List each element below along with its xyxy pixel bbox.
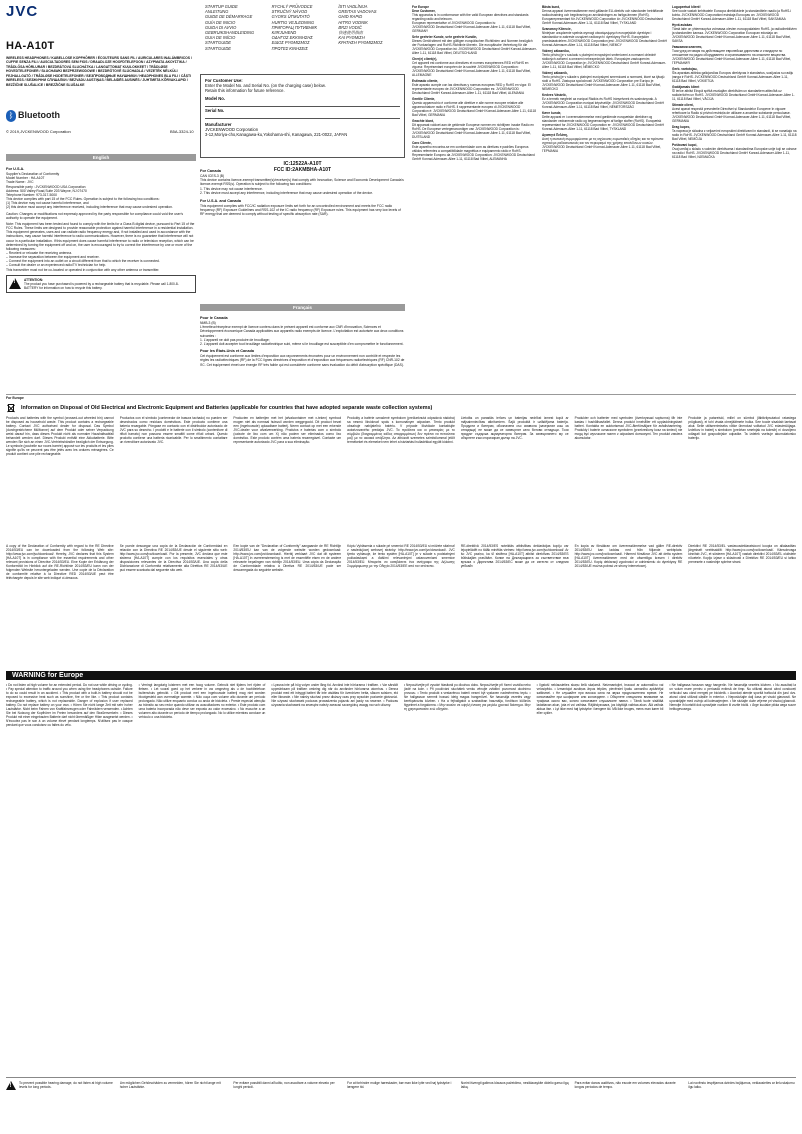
europe-paragraph-heading: Hyvä asiakas — [672, 23, 693, 27]
canada-text: This device contains licence-exempt transmitter(s)/receiver(s) that comply with Innovation, Science and Economic Development Canada's licence-exempt RSS(s). Operation is subject to the following two conditions: — [200, 178, 404, 187]
europe-paragraph — [412, 97, 537, 117]
francais-band: Français — [200, 304, 405, 311]
manufacturer-label: Manufacturer — [205, 122, 232, 128]
model-number-field[interactable] — [205, 101, 400, 107]
usa-item: Address: 500 Valley Road,Suite 203 Wayne, NJ 07470 — [6, 188, 87, 193]
europe-paragraph — [542, 27, 667, 47]
disposal-column: Produkter och batterier med symbolen (överkryssad soptunna) får inte kastas i hushållsavfallet. Denna produkt innehåller ett uppladdningsbart batteri. Kontakta en auktoriserad JVC-återförsäljare för avfallshantering. Produkty i baterie oznaczone symbolem (przekreślony kosz na śmieci) nie mogą być wyrzucane razem z odpadami domowymi. Ten produkt zawiera akumulator. — [574, 416, 683, 441]
attention-title: ATTENTION: — [24, 277, 44, 282]
disposal-column: Lietotās un parastās ierīces un baterijas nedrīkst izmest kopā ar mājsaimniecības atkritumiem. Šajā produktā ir uzlādējama baterija. Продукти и батерии, обозначени със символа (зачеркнат кош за отпадъци) не може да се изхвърлят като битови отпадъци. Този продукт съдържа акумулаторна батерия. За изхвърлянето му се обърнете към оторизиран дилър на JVC. — [460, 416, 569, 441]
europe-paragraph-heading: Gerb. vartotojau, — [672, 67, 698, 71]
europe-paragraph-heading: Geachte klant, — [412, 119, 434, 123]
warning-header: WARNING for Europe — [6, 671, 796, 680]
copyright: © 2019,JVCKENWOOD Corporation — [6, 129, 71, 134]
europe-paragraph-heading: Gentile Cliente, — [412, 97, 436, 101]
europe-rep: European representative of JVCKENWOOD Corporation is: — [412, 21, 496, 25]
europe-paragraph-heading: Αγαπητέ Πελάτη, — [542, 133, 568, 137]
europe-paragraph-heading: Уважаеми клиенти, — [672, 45, 703, 49]
language-guide-label: GHID RAPID — [338, 14, 363, 20]
customer-use-box — [200, 74, 405, 158]
europe-paragraph — [672, 23, 797, 43]
doc-columns — [6, 544, 796, 668]
usa-measures — [6, 251, 196, 268]
product-type-headings: WIRELESS HEADPHONES / KABELLOSE KOPFHÖRER / ÉCOUTEURS SANS FIL / AURICULARES INALÁMBRICOS / CUFFIE SENZA FILI / AUSCULTADORES SEM FIOS / DRAADLOZE HOOFDTELEFOON / ΑΣΥΡΜΑΤΑ ΑΚΟΥΣΤΙΚΑ / TRÅDLÖSA HÖRLURAR / BEZDRÁTOVÁ SLUCHÁTKA / LANGATTOMAT KUULOKKEET / TRÅDLØSE HOVEDTELEFONER / SŁUCHAWKI BEZPRZEWODOWE / BEZDRÔTOVÉ SLÚCHADLÁ / VEZETÉK NÉLKÜLI FEJHALLGATÓ / ТRÅDLØSE HODETELEFONER / БЕЗПРОВОДНЫЕ НАУШНИКИ / HEADPHONES BLA FILI / CĂȘTI WIRELESS / БЕЗЖИЧНИ СЛУШАЛКИ / BEZVADU AUSTIŅAS / BELAIDĖS AUSINĖS / JUHTMETA KÕRVAKLAPID / BEZŽIČNE SLUŠALICE / BREZŽIČNE SLUŠALKE — [6, 56, 192, 87]
language-guide-label: RYCHLÝ PRŮVODCE — [271, 4, 313, 9]
disposal-column: Productos con el símbolo (contenedor de basura tachado) no pueden ser desechados como residuos domésticos. Este producto contiene una batería recargable. Póngase en contacto con el distribuidor autorizado de JVC para su desecho. I prodotti e le batterie con il simbolo (contenitore di rifiuti barrato) non possono essere smaltiti come rifiuti urbani. Questo prodotto contiene una batteria ricaricabile. Per lo smaltimento contattare un rivenditore autorizzato JVC. — [119, 416, 228, 445]
disposal-column: Produkte ja patareisid, millel on sümbol (läbikriipsutatud ratastega prügikast), ei tohi visata olmejäätmete hulka. See toode sisaldab laetavat akut. Selle utiliseerimiseks võtke ühendust volitatud JVC edasimüüjaga. Izdelkov in baterij s simbolom (prečrtan smetnjak na kolesih) ni dovoljeno odlagati kot gospodinjske odpadke. Ta izdelek vsebuje akumulatorsko baterijo. — [688, 416, 796, 441]
language-guide-label: ΟΔΗΓΟΣ ΕΚΚΙΝΗΣΗΣ — [271, 35, 313, 41]
fcc-id: FCC ID:2AKMBHA-A10T — [273, 167, 332, 173]
europe-paragraph — [412, 119, 537, 139]
footer-cell — [575, 1081, 683, 1127]
usa-item: (1) This device may not cause harmful interference, and — [6, 201, 89, 206]
language-guide-label: ΚΑΙ ΡΥΘΜΙΣΗ — [338, 35, 365, 41]
ic-code: IC:12522A-A10T — [283, 161, 322, 167]
europe-paragraph-text: Dit apparaat voldoet aan de geldende Europese normen en richtlijnen inzake Radio en RoHS. De Europese vertegenwoordiger van JVCKENWOOD Corporation is: JVCKENWOOD Deutschland GmbH Konrad-Adenauer-Allee 1-11, 61118 Bad Vilbel, DUITSLAND — [412, 123, 534, 139]
warning-column: • Lyssna inte på hög volym under lång tid. Använd inte hörlurarna i trafiken. • Var särskilt uppmärksam på trafiken omkring dig när du använder hörlurarna utomhus. • Denna produkt med ett inbyggt batteri får inte utsättas för överdriven hetta, såsom solsken, eld eller liknande. • Nie należy słuchać przez dłuższy czas przy wysokim poziomie głośności. Nie używać słuchawek podczas prowadzenia pojazdu ani jazdy na rowerze. • Podczas używania słuchawek na zewnątrz należy zwracać szczególną uwagę na ruch uliczny. — [271, 683, 398, 708]
bluetooth-icon: ᛒ — [6, 110, 16, 122]
europe-paragraph-heading: Cher(e) client(e), — [412, 57, 438, 61]
hearing-footer — [6, 1077, 796, 1127]
declaration-column: Kópiu Vyhlásenia o súlade pri smernici RE 2014/53/EÚ si môžete stiahnuť z nasledujúcej webovej stránky: http://www.jvc.com/jvc/download/. JVC týmto vyhlasuje, že tento systém [HA-A10T] je v súlade s podstatnými požiadavkami a ďalšími relevantnými ustanoveniami smernice 2014/53/EÚ. Μπορείτε να κατεβάσετε ένα αντίγραφο της Δήλωσης Συμμόρφωσης με την Οδηγία 2014/53/ΕΕ από τον ιστότοπο. — [347, 544, 455, 569]
serial-number-label: Serial No. — [205, 107, 225, 113]
europe-paragraph — [542, 133, 667, 153]
europe-title: For Europe — [412, 5, 430, 9]
europe-paragraph-heading: Vážený zákazník, — [542, 71, 568, 75]
europe-dear: Dear Customer, — [412, 9, 436, 13]
fr-canada-title: Pour le Canada — [200, 316, 228, 320]
warning-icon — [6, 1081, 16, 1090]
europe-paragraph-heading: Vážený zákazníku, — [542, 49, 570, 53]
europe-paragraph-text: Šis aparatas atitinka galiojančias Europos direktyvas ir standartus, susijusius su radiju įranga ir RoHS. JVCKENWOOD Deutschland GmbH Konrad-Adenauer-Allee 1-11, 61118 Bad Vilbel, VOKIETIJA — [672, 71, 794, 83]
footer-cell — [6, 1081, 114, 1127]
manufacturer-address: 3-12,Moriya-cho,Kanagawa-ku,Yokohama-shi, Kanagawa, 221-0022, JAPAN — [205, 132, 348, 138]
language-guide-label: STARTUP GUIDE — [205, 4, 238, 9]
footer-text: Norint išvengti galimos klausos pažeidimo, nesiklausykite didelio garso ilgą laiką. — [460, 1081, 569, 1090]
europe-paragraph-text: Šī ierīce atbilst Eiropā spēkā esošajām direktīvām un standartiem attiecībā uz radioierīcēm un RoHS. JVCKENWOOD Deutschland GmbH Konrad-Adenauer-Allee 1-11, 61118 Bad Vilbel, VĀCIJA — [672, 89, 795, 101]
language-guide-label: BRZI VODIČ — [338, 24, 362, 30]
usa-measure: – Reorient or relocate the receiving antenna. — [6, 250, 72, 255]
europe-paragraph-text: Ez a termék megfelel az európai Rádiós és RoHS Irányelvnek és szabványnak. A JVCKENWOOD Corporation európai képviselője: JVCKENWOOD Deutschland GmbH Konrad-Adenauer-Allee 1-11, 61118 Bad Vilbel, NÉMETORSZÁG — [542, 97, 664, 109]
language-guide-label: ĪSTI VADLĪNIJA — [338, 4, 368, 9]
warning-column: • Verringt langdurig luisteren met een hoog volume. Gebruik niet tijdens het rijden of fietsen. • Let vooral goed op het verkeer in uw omgeving als u de hoofdtelefoon buitenshuis gebruikt. • Dit product met een ingebouwde batterij mag niet worden blootgesteld aan overmatige warmte. • Não ouça com volume alto durante um período prolongado. Não utilize enquanto conduz ou anda de bicicleta. • Preste especial atenção ao trânsito ao seu redor quando utilizar os auscultadores no exterior. • Este produto com uma bateria incorporada não deve ser exposto ao calor excessivo. • No escuche a un volumen alto durante un período de tiempo prolongado. No lo utilice mientras conduce un vehículo o una bicicleta. — [138, 683, 266, 720]
declaration-column: A copy of the Declaration of Conformity with regard to the RE Directive 2014/53/EU can be downloaded from the following Web site: http://www.jvc.com/jvc/download/. Hereby, JVC declares that this System [HA-A10T] is in compliance with the essential requirements and other relevant provisions of Directive 2014/53/EU. Eine Kopie der Erklärung der Konformität im Hinblick auf die RE-Richtlinie 2014/53/EU kann von der folgenden Website heruntergeladen werden. Une copie de la Déclaration de conformité relative à la Directive RED 2014/53/UE peut être téléchargée depuis le site web indiqué ci-dessous. — [6, 544, 114, 581]
language-guide-label: GYORS ÚTMUTATÓ — [271, 14, 310, 20]
europe-paragraph-text: Questo apparecchio è conforme alle direttive e alle norme europee relative alle apparecchiature radio e RoHS. Il rappresentante europeo di JVCKENWOOD Corporation è: JVCKENWOOD Deutschland GmbH Konrad-Adenauer-Allee 1-11, 61118 Bad Vilbel, GERMANIA — [412, 101, 537, 117]
europe-paragraph-heading: Godājamais klient — [672, 85, 700, 89]
fr-canada-cond1: 1. L'appareil ne doit pas produire de brouillage; — [200, 337, 270, 342]
europe-paragraph-text: Denna apparat överensstämmer med gällande EU-direktiv och standarder beträffande radioutrustning och begränsning av användningen av farliga ämnen (RoHS). Europarepresentant för JVCKENWOOD Corporation är: JVCKENWOOD Deutschland GmbH Konrad-Adenauer-Allee 1-11, 61118 Bad Vilbel, TYSKLAND — [542, 9, 664, 25]
warning-column: • Do not listen at high volume for an extended period. Do not use while driving or cycling. • Pay special attention to traffic around you when using the headphones outside. Failure to do so could result in an accident. • This product with a built-in battery should not be exposed to excessive heat such as sunshine, fire or the like. • This product contains rechargeable battery, which is not replaceable. Danger of explosion if user replaced battery. Do not replace battery on your own. • Hören Sie nicht lange Zeit mit sehr hoher Lautstärke. Nicht beim Fahren von Kraftfahrzeugen oder Fahrrädern verwenden. • Achten Sie bei Nutzung der Kopfhörer im Freien besonders auf den Straßenverkehr. • Dieses Produkt mit einer eingebauten Batterie darf nicht übermäßiger Hitze ausgesetzt werden. • N'écoutez pas le son à un volume élevé pendant longtemps. N'utilisez pas le casque pendant que vous conduisez ou faites du vélo. — [6, 683, 133, 728]
language-guide-label: ANLEITUNG — [205, 9, 229, 15]
usa-item: Model Number : HA-A10T — [6, 176, 45, 181]
europe-paragraph — [542, 71, 667, 91]
usa-measure: – Consult the dealer or an experienced radio/TV technician for help. — [6, 263, 107, 268]
europe-paragraph — [412, 79, 537, 95]
europe-paragraph-text: Este aparelho encontra-se em conformidade com as diretivas e padrões Europeus válidos referentes a compatibilidade magnética e equipamento rádio e RoHS. Representante Europeu da JVCKENWOOD Corporation: JVCKENWOOD Deutschland GmbH Konrad-Adenauer-Allee 1-11, 61118 Bad Vilbel, ALEMANHA — [412, 145, 535, 161]
model-number-label: Model No. — [205, 95, 226, 101]
attention-text: The product you have purchased is powered by a rechargeable battery that is recyclable. Please call 1-800-8-BATTERY for information on how to recycle this battery. — [24, 281, 179, 290]
usa-item: Supplier's Declaration of Conformity — [6, 172, 60, 177]
europe-paragraph-heading: Poštovani kupci, — [672, 143, 698, 147]
europe-paragraph-text: Ta naprava je skladna z veljavnimi evropskimi direktivami in standardi, ki se nanašajo na radio in RoHS. JVCKENWOOD Deutschland GmbH Konrad-Adenauer-Allee 1-11, 61118 Bad Vilbel, NEMČIJA — [672, 129, 797, 141]
usa-item: Telephone Number: 973-317-5000 — [6, 192, 57, 197]
footer-text: Um möglichen Gehörschäden zu vermeiden, hören Sie nicht lange mit hoher Lautstärke. — [119, 1081, 221, 1090]
canada-cond2: 2. This device must accept any interference, including interference that may cause undesired operation of the device. — [200, 190, 373, 195]
europe-paragraph — [672, 67, 797, 83]
language-column — [205, 4, 272, 51]
europe-paragraph-text: Dette apparat er i overensstemmelse med gældende europæiske direktiver og standarder vedrørende radio og begrænsningen af farlige stoffer (RoHS). Europæisk repræsentant for JVCKENWOOD Corporation er: JVCKENWOOD Deutschland GmbH Konrad-Adenauer-Allee 1-11, 61118 Bad Vilbel, TYSKLAND — [542, 115, 664, 131]
europe-paragraph-text: Acest aparat respectă prevederile Directivei și Standardelor Europene în vigoare referitoare la Radio și privind restricția de utilizare a anumitor substanțe periculoase. JVCKENWOOD Deutschland GmbH Konrad-Adenauer-Allee 1-11, 61118 Bad Vilbel, GERMANIA — [672, 107, 791, 123]
europe-paragraph-text: Niniejsze urządzenie spełnia wymogi obowiązujących europejskich dyrektyw i standardów w zakresie urządzeń radiowych i dyrektywy RoHS. Europejskim przedstawicielem JVCKENWOOD Corporation jest: JVCKENWOOD Deutschland GmbH Konrad-Adenauer-Allee 1-11, 61118 Bad Vilbel, NIEMCY — [542, 31, 667, 47]
declaration-column: Direktiivi RE 2014/53/EL vastavusdeklaratsiooni koopia on allalaaditav järgmiselt veebisaidilt: http://www.jvc.com/jvc/download/. Käesolevaga kinnitab JVC, et süsteem [HA-A10T] vastab direktiivi 2014/53/EL olulistele nõuetele. Kopijo izjave o skladnosti z Direktivo RE 2014/53/EU si lahko prenesete z naslednje spletne strani. — [688, 544, 796, 565]
language-guide-label: HURTIG VEJLEDNING — [271, 19, 315, 25]
guide-language-list — [205, 4, 405, 51]
europe-paragraph — [412, 57, 537, 77]
fr-usa-canada-text: Cet équipement est conforme aux limites d'exposition aux rayonnements énoncées pour un environnement non contrôlé et respecte les règles les radioélectriques (RF) de la FCC lignes directrices d'exposition et d'exposition aux fréquences radioélectriques (RF) CNR-102 de l'IC. Cet équipement émet une énergie RF très faible qui est considérée conforme sans évaluation du débit d'absorption spécifique (DAS). — [200, 354, 405, 367]
usa-note: Note: This equipment has been tested and found to comply with the limits for a Class B digital device, pursuant to Part 15 of the FCC Rules. These limits are designed to provide reasonable protection against harmful interference in a residential installation. This equipment generates, uses and can radiate radio frequency energy and, if not installed and used in accordance with the instructions, may cause harmful interference to radio communications. However, there is no guarantee that interference will not occur in a particular installation. If this equipment does cause harmful interference to radio or television reception, which can be determined by turning the equipment off and on, the user is encouraged to try to correct the interference by one or more of the following measures: — [6, 221, 195, 251]
jvc-logo: JVC — [6, 3, 39, 20]
footer-cell — [347, 1081, 455, 1127]
warning-icon — [9, 278, 21, 289]
warning-column: • Nepoužívejte při vysoké hlasitosti po dlouhou dobu. Nepoužívejte při řízení vozidla nebo jízdě na kole. • Při používání sluchátek venku věnujte zvláštní pozornost okolnímu provozu. • Tento produkt s vestavěnou baterií nesmí být vystaven nadměrnému teplu. • Ne hallgasson semmit hosszú ideig magas hangerővel. Ne használja vezetés vagy kerékpározás közben. • Ha a fejhallgatót a szabadban használja, fordítson különös figyelmet a forgalomra. • Μην ακούτε σε υψηλή ένταση για μεγάλο χρονικό διάστημα. Μην τη χρησιμοποιείτε ενώ οδηγείτε. — [403, 683, 531, 712]
serial-number-field[interactable] — [205, 113, 400, 119]
language-guide-label: ΠΡΩΤΕΣ ΚΙΝΗΣΕΙΣ — [271, 45, 308, 51]
disposal-title: Information on Disposal of Old Electrical and Electronic Equipment and Batteries (applicable for countries that have adopted separate waste collection systems) — [21, 404, 433, 411]
europe-paragraph-heading: Kedves Vásárló, — [542, 93, 567, 97]
customer-box-line2: Retain this information for future reference. — [205, 88, 285, 94]
europe-paragraph-heading: Estimado cliente, — [412, 79, 439, 83]
europe-paragraph — [672, 45, 797, 65]
footer-text: Per evitare possibili danni all'udito, non ascoltare a volume elevato per lunghi periodi. — [233, 1081, 335, 1090]
fr-canada-text: L'émetteur/récepteur exempt de licence contenu dans le présent appareil est conforme aux CNR d'Innovation, Sciences et Développement économique Canada applicables aux appareils radio exempts de licence. L'exploitation est autorisée aux deux conditions suivantes : — [200, 325, 404, 338]
europe-paragraph — [672, 85, 797, 101]
footer-cell — [233, 1081, 341, 1127]
language-column — [272, 4, 339, 51]
europe-paragraph-text: Този уред отговаря на действащите европейски директиви и стандарти по отношение на радио оборудването и ограничаването на опасните вещества. JVCKENWOOD Deutschland GmbH Konrad-Adenauer-Allee 1-11, 61118 Bad Vilbel, ГЕРМАНИЯ — [672, 49, 791, 65]
eu-label: For Europe — [6, 396, 24, 400]
footer-text: For at forhindre mulige høreskader, bør man ikke lytte ved høj lydstyrke i længere tid. — [347, 1081, 452, 1090]
language-guide-label: STRUČNÝ NÁVOD — [271, 9, 308, 15]
europe-paragraph-text: Cet appareil est conforme aux directives et normes européennes RED et RoHS en vigueur. Représentant européen de la société JVCKENWOOD Corporation: JVCKENWOOD Deutschland GmbH Konrad-Adenauer-Allee 1-11, 61118 Bad Vilbel, ALLEMAGNE — [412, 61, 531, 77]
footer-cell — [688, 1081, 796, 1127]
footer-text: Para evitar danos auditivos, não escute em volumes elevados durante longos períodos de tempo. — [574, 1081, 676, 1090]
usa-caution: Caution: Changes or modifications not expressly approved by the party responsible for compliance could void the user's authority to operate the equipment. — [6, 211, 184, 220]
english-band: English — [6, 154, 196, 161]
customer-box-line1: Enter the Model No. and Serial No. (on the charging case) below. — [205, 83, 326, 89]
europe-text: This apparatus is in conformance with the valid European directives and standards regarding radio and telecom. — [412, 13, 529, 21]
europe-paragraph — [672, 5, 797, 21]
europe-paragraph — [672, 103, 797, 123]
language-guide-label: GUÍA DE INICIO — [205, 19, 236, 25]
europe-paragraph — [412, 141, 537, 161]
language-guide-label: STARTGUIDE — [205, 45, 232, 51]
declaration-column: Een kopie van de "Declaration of Conformity" aangaande de RE Richtlijn 2014/53/EU kan van de volgende website worden gedownload: http://www.jvc.com/jvc/download/. Hierbij verklaart JVC dat dit systeem [HA-A10T] in overeenstemming is met de essentiële eisen en de andere relevante bepalingen van richtlijn 2014/53/EU. Uma cópia da Declaração de Conformidade relativa à Diretiva RE 2014/53/UE pode ser descarregada do seguinte website. — [233, 544, 342, 573]
europe-paragraph-heading: Caro Cliente, — [412, 141, 432, 145]
usa-canada-text: This equipment complies with FCC/IC radiation exposure limits set forth for an uncontrolled environment and meets the FCC radio frequency (RF) Exposure Guidelines and RSS-102 of the IC radio frequency (RF) Exposure rules. This equipment has very low levels of RF energy that are deemed to comply without testing of specific absorption rate (SAR). — [200, 204, 401, 217]
europe-paragraph-text: Tento prístroj je v súlade s platnými európskymi smernicami a normami, ktoré sa týkajú rádií a RoHS. Zástupca spoločnosti JVCKENWOOD Corporation pre Európu je: JVCKENWOOD Deutschland GmbH Konrad-Adenauer-Allee 1-11, 61118 Bad Vilbel, NEMECKO — [542, 75, 665, 91]
europe-paragraph — [542, 93, 667, 109]
bluetooth-logo — [6, 110, 60, 122]
language-guide-label: GEBRUIKSHANDLEIDING — [205, 30, 255, 36]
language-guide-label: GUIDA DI AVVIO — [205, 24, 237, 30]
europe-paragraph-text: Tämä laite on yhteensopiva voimassa olevien eurooppalaisten RoHS- ja radiodirektiivien ja standardien kanssa. JVCKENWOOD Corporation Euroopan edustaja on: JVCKENWOOD Deutschland GmbH Konrad-Adenauer-Allee 1-11, 61118 Bad Vilbel, SAKSA — [672, 27, 797, 43]
customer-box-title: For Customer Use: — [205, 78, 243, 83]
usa-item: Trade Name : JVC — [6, 180, 34, 185]
language-guide-label: GUIDE DE DÉMARRAGE — [205, 14, 253, 20]
usa-item: This device complies with part 15 of the FCC Rules. Operation is subject to the following two conditions: — [6, 197, 160, 202]
language-guide-label: ΕΙΔΟΣ ΡΥΘΜΙΣΜΟΣ — [271, 40, 310, 46]
usa-section — [6, 166, 196, 293]
model-number: HA-A10T — [6, 40, 55, 52]
footer-text: To prevent possible hearing damage, do not listen at high volume levels for long periods. — [19, 1081, 113, 1090]
language-guide-label: ПРИГОРАЦ ПУТИВНИК — [271, 24, 317, 30]
europe-paragraph-text: Dieses Gerät stimmt mit den gültigen europäischen Richtlinien und Normen bezüglich der Funkanlagen und RoHS-Richtlinie überein. Die europäische Vertretung für die JVCKENWOOD Corporation ist: JVCKENWOOD Deutschland GmbH Konrad-Adenauer-Allee 1-11, 61118 Bad Vilbel, DEUTSCHLAND — [412, 39, 537, 55]
europe-paragraph-text: Tento přístroj je v souladu s platnými evropskými směrnicemi a normami ohledně rádiových zařízení a omezení nebezpečných látek. Evropským zastoupením JVCKENWOOD Corporation je: JVCKENWOOD Deutschland GmbH Konrad-Adenauer-Allee 1-11, 61118 Bad Vilbel, NĚMECKO — [542, 53, 667, 69]
usa-title: For U.S.A. — [6, 167, 25, 171]
europe-declaration-block — [412, 5, 797, 368]
europe-paragraph — [672, 143, 797, 159]
europe-paragraph-heading: Bästa kund, — [542, 5, 561, 9]
canada-code: CAN ICES-3 (B) — [200, 174, 225, 179]
fr-usa-canada-title: Pour les États-Unis et Canada — [200, 349, 255, 354]
canada-cond1: 1. This device may not cause interference. — [200, 186, 263, 191]
declaration-column: RE-direktīvā 2014/53/ES noteiktās atbilstības deklarācijas kopiju var lejupielādēt no tālāk minētās vietnes: http://www.jvc.com/jvc/download/. Ar šo JVC paziņo, ka šī sistēma [HA-A10T] atbilst direktīvas 2014/53/ES būtiskajām prasībām. Копие на Декларацията за съответствие във връзка с Директива 2014/53/ЕС може да се изтегли от следния уебсайт. — [460, 544, 569, 569]
language-guide-label: STARTGUIDE — [205, 40, 232, 46]
usa-item: (2) this device must accept any interference received, including interference that may cause undesired operation. — [6, 205, 173, 210]
europe-address: JVCKENWOOD Deutschland GmbH Konrad-Adenauer-Allee 1-11, 61118 Bad Vilbel, GERMANY — [412, 25, 531, 33]
europe-paragraph-text: See toode vastab kehtivatele Euroopa direktiividele ja standarditele raadio ja RoHS-i kohta. JVCKENWOOD Corporationi esindaja Euroopas on: JVCKENWOOD Deutschland GmbH Konrad-Adenauer-Allee 1-11, 61118 Bad Vilbel, SAKSAMAA — [672, 9, 792, 21]
declaration-column: En kopia av försäkran om överensstämmelse vad gäller RE-direktiv 2014/53/EU kan laddas ned från följande webbplats: http://www.jvc.com/jvc/download/. Härmed försäkrar JVC att detta system [HA-A10T] överensstämmer med de väsentliga kraven i direktiv 2014/53/EU. Kopię deklaracji zgodności w odniesieniu do dyrektywy RE 2014/53/UE można pobrać ze strony internetowej. — [574, 544, 683, 569]
footer-cell — [461, 1081, 569, 1127]
europe-paragraph-text: Este aparato cumple con las directivas y normas europeas RED y RoHS en vigor. El representante europeo de JVCKENWOOD Corporation es: JVCKENWOOD Deutschland GmbH Konrad-Adenauer-Allee 1-11, 61118 Bad Vilbel, ALEMANIA — [412, 83, 531, 95]
europe-paragraph — [542, 49, 667, 69]
language-guide-label: GUIA DE INÍCIO — [205, 35, 236, 41]
footer-text: Lai novērstu iespējamus dzirdes bojājumus, neklausieties ar lielu skaļumu ilgu laiku. — [688, 1081, 795, 1090]
europe-paragraph-heading: Stimate client, — [672, 103, 694, 107]
disposal-columns — [6, 416, 796, 541]
europe-paragraph-text: Αυτή η συσκευή συμμορφώνεται με τις ισχύουσες ευρωπαϊκές οδηγίες και τα πρότυπα σχετικά με ραδιοσυσκευές και τον περιορισμό της χρήσης επικίνδυνων ουσιών. JVCKENWOOD Deutschland GmbH Konrad-Adenauer-Allee 1-11, 61118 Bad Vilbel, ΓΕΡΜΑΝΙΑ — [542, 137, 664, 153]
usa-measure: – Connect the equipment into an outlet on a circuit different from that to which the receiver is connected. — [6, 259, 160, 264]
europe-paragraph-heading: Drag kupec, — [672, 125, 691, 129]
warning-column: • Ne hallgassa hosszan nagy hangerőn. Ne használja vezetés közben. • Nu ascultați la un volum mare pentru o perioadă extinsă de timp. Nu utilizați atunci când conduceți vehiculul sau când mergeți pe bicicletă. • Acordați atenție sporită traficului din jurul dvs. atunci când utilizați căștile în exterior. • Neposlušajte dalj časa pri visoki glasnosti. Ne uporabljajte med vožnjo ali kolesarjenjem. • Ne slušajte duže vrijeme pri visokoj glasnoći. Nemojte ih koristiti dok upravljate vozilom ili vozite bicikl. • Ärge kuulake pikka aega suure helitugevusega. — [669, 683, 796, 712]
europe-paragraph-heading: Szanowny Kliencie, — [542, 27, 572, 31]
language-guide-label: ΚΡΑΤΗΣΗ ΡΥΘΜΙΣΜΟΣ — [338, 40, 383, 46]
europe-paragraph — [542, 5, 667, 25]
attention-box — [6, 275, 196, 293]
fr-canada-section — [200, 315, 405, 367]
disposal-column: Produkty a batérie označené symbolom (prečiarknutá odpadová nádoba) sa nesmú likvidovať spolu s komunálnym odpadom. Tento produkt obsahuje nabíjateľnú batériu. V prípade likvidácie kontaktujte autorizovaného predajcu JVC. Τα προϊόντα και οι μπαταρίες με το σύμβολο (διαγραμμένος κάδος απορριμμάτων) δεν πρέπει να πετιούνται μαζί με τα οικιακά απόβλητα. Az áthúzott szemetes szimbólummal jelölt termékeket és elemeket nem lehet a háztartási hulladékkal együtt kidobni. — [347, 416, 455, 445]
canada-title: For Canada — [200, 169, 221, 173]
europe-paragraph-heading: Kære kunde, — [542, 111, 562, 115]
usa-rf: This transmitter must not be co-located or operated in conjunction with any other antenna or transmitter. — [6, 267, 160, 272]
section-divider — [6, 394, 796, 395]
document-code: B5A-3324-10 — [170, 129, 194, 134]
disposal-column: Products and batteries with the symbol (crossed-out wheeled bin) cannot be disposed as household waste. This product contains a rechargeable battery. Contact JVC authorised dealer for disposal. Das Symbol (durchgestrichene Mülltonne) auf dem Produkt oder seiner Verpackung weist darauf hin, dass dieses Produkt nicht als normaler Haushaltsabfall behandelt werden darf. Dieses Produkt enthält eine Akkubatterie. Bitte wenden Sie sich an einen JVC-Vertriebshändler bezüglich der Entsorgung. Le symbole (poubelle sur roues barrée) apposé sur les produits et les piles signifie qu'ils ne peuvent pas être jetés avec les ordures ménagères. Ce produit contient une pile rechargeable. — [6, 416, 114, 457]
europe-paragraph-text: Ovaj uređaj u skladu s važećim direktivama i standardima Europske unije koji se odnose na radio i RoHS. JVCKENWOOD Deutschland GmbH Konrad-Adenauer-Allee 1-11, 61118 Bad Vilbel, NJEMAČKA — [672, 147, 797, 159]
usa-canada-title: For U.S.A. and Canada — [200, 198, 241, 203]
language-guide-label: HITRO VODNIK — [338, 19, 368, 25]
usa-items — [6, 172, 196, 209]
warning-columns — [6, 683, 796, 1073]
language-guide-label: GREITAS VADOVAS — [338, 9, 377, 15]
disposal-heading — [6, 402, 796, 414]
canada-section — [200, 168, 405, 217]
manufacturer-name: JVCKENWOOD Corporation — [205, 127, 259, 133]
fr-canada-code: NMB-3 (B) — [200, 321, 216, 326]
europe-paragraph-heading: Sehr geehrter Kunde, sehr geehrte Kundin, — [412, 35, 478, 39]
language-guide-label: 快速使用指南 — [338, 30, 363, 36]
usa-item: Responsible party : JVCKENWOOD USA Corporation — [6, 184, 86, 189]
usa-measure: – Increase the separation between the equipment and receiver. — [6, 255, 100, 260]
europe-paragraph-heading: Lugupeetud klient! — [672, 5, 701, 9]
declaration-column: Se puede descargar una copia de la Declaración de Conformidad en relación con la Directiva RE 2014/53/UE desde el siguiente sitio web: http://www.jvc.com/jvc/download/. Por la presente, JVC declara que este sistema [HA-A10T] cumple con los requisitos esenciales y otras disposiciones relevantes de la Directiva 2014/53/UE. Una copia della Dichiarazione di Conformità relativamente alla Direttiva RE 2014/53/UE può essere scaricata dal seguente sito web. — [119, 544, 228, 573]
europe-paragraph — [412, 35, 537, 55]
crossed-bin-icon — [6, 402, 16, 414]
europe-paragraph — [672, 125, 797, 141]
bluetooth-label: Bluetooth — [18, 110, 60, 121]
disposal-column: Producten en batterijen met het (afvalcontainer met x-teken) symbool mogen niet als normaal huisvuil worden weggegooid. Dit product bevat een (ingebouwde) oplaadbare batterij. Neem contact op met een erkende JVC-dealer voor afvalverwerking. Produtos e baterias com o símbolo (caixote de lixo com um X) não podem ser eliminados como lixo doméstico. Este produto contém uma bateria recarregável. Contacte um representante autorizado JVC para a sua eliminação. — [233, 416, 342, 445]
europe-paragraph — [542, 111, 667, 131]
warning-column: • Ilgstoši neklausieties skaņu lielā skaļumā. Neizmantojiet, braucot ar automašīnu vai velosipēdu. • Izmantojot austiņas ārpus telpām, pievērsiet īpašu uzmanību apkārtējai satiksmei. • Не слушайте при висока сила на звука продължително време. Не използвайте при шофиране или колоездене. • Обърнете специално внимание на трафика около вас, когато използвате слушалките навън. • Tämä tuote sisältää ladattavan akun, jota ei voi vaihtaa. Räjähdysvaara, jos käyttäjä vaihtaa akun. Älä vaihda akkua itse. • Lyt ikke med høj lydstyrke i længere tid. Må ikke bruges, mens man kører bil eller cykler. — [536, 683, 664, 716]
fr-canada-cond2: 2. L'appareil doit accepter tout brouillage radioélectrique subi, même si le brouillage est susceptible d'en compromettre le fonctionnement. — [200, 341, 404, 346]
language-column — [338, 4, 405, 51]
footer-cell — [120, 1081, 228, 1127]
language-guide-label: KIIRJUHEND — [271, 30, 297, 36]
